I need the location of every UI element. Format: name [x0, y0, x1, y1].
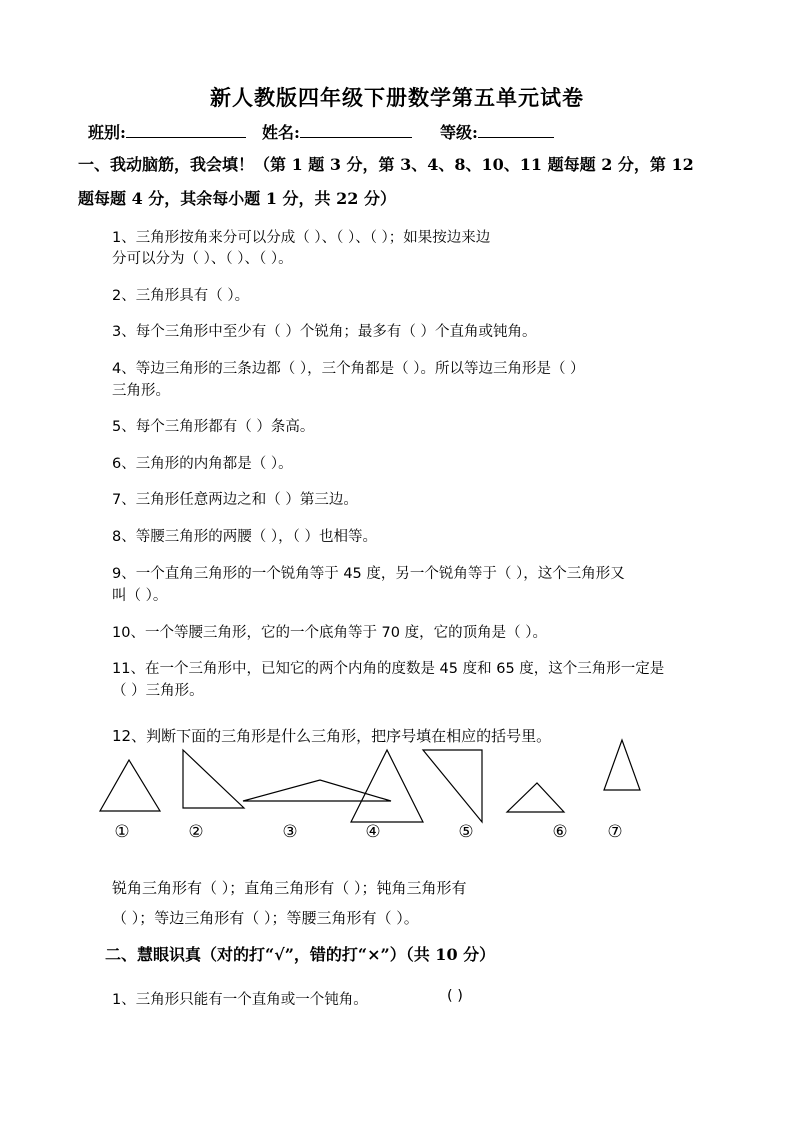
- page-title: 新人教版四年级下册数学第五单元试卷: [210, 85, 584, 110]
- triangle-2: [183, 750, 244, 808]
- question-1-cont: 分可以分为（ ）、（ ）、（ ）。: [112, 251, 293, 267]
- section2-answer-bracket[interactable]: ( ): [447, 988, 463, 1004]
- question-4: 4、等边三角形的三条边都（ ），三个角都是（ ）。所以等边三角形是（ ）: [112, 361, 585, 377]
- answer-line-2: （ ）；等边三角形有（ ）；等腰三角形有（ ）。: [112, 909, 419, 927]
- question-9-cont: 叫（ ）。: [112, 588, 168, 604]
- question-8: 8、等腰三角形的两腰（ ），（ ）也相等。: [112, 529, 377, 545]
- question-4-cont: 三角形。: [112, 383, 170, 399]
- triangle-1: [100, 760, 160, 811]
- question-3: 3、每个三角形中至少有（ ）个锐角；最多有（ ）个直角或钝角。: [112, 324, 537, 340]
- triangle-7: [604, 740, 640, 790]
- triangle-label-4: ④: [365, 822, 381, 842]
- section1-heading-cont: 题每题 4 分，其余每小题 1 分，共 22 分）: [78, 189, 396, 208]
- answer-line-1: 锐角三角形有（ ）；直角三角形有（ ）；钝角三角形有: [112, 879, 467, 897]
- section2-question-1: 1、三角形只能有一个直角或一个钝角。: [112, 992, 368, 1008]
- triangle-label-7: ⑦: [607, 822, 623, 842]
- triangle-label-1: ①: [114, 822, 130, 842]
- question-1: 1、三角形按角来分可以分成（ ）、（ ）、（ ）；如果按边来边: [112, 230, 491, 246]
- question-2: 2、三角形具有（ ）。: [112, 288, 250, 304]
- triangle-label-6: ⑥: [552, 822, 568, 842]
- triangle-5: [423, 750, 482, 822]
- question-12: 12、判断下面的三角形是什么三角形，把序号填在相应的括号里。: [112, 727, 552, 745]
- question-11-cont: （ ）三角形。: [112, 683, 204, 699]
- class-label: 班别:: [88, 123, 126, 142]
- question-7: 7、三角形任意两边之和（ ）第三边。: [112, 492, 358, 508]
- section1-heading: 一、我动脑筋，我会填！（第 1 题 3 分，第 3、4、8、10、11 题每题 2 分，第 12: [78, 155, 694, 174]
- question-11: 11、在一个三角形中，已知它的两个内角的度数是 45 度和 65 度，这个三角形一定是: [112, 661, 665, 677]
- section2-heading: 二、慧眼识真（对的打“√”，错的打“×”）（共 10 分）: [105, 945, 496, 964]
- triangle-6: [507, 783, 564, 812]
- grade-label: 等级:: [440, 123, 478, 142]
- triangle-label-2: ②: [188, 822, 204, 842]
- question-5: 5、每个三角形都有（ ）条高。: [112, 419, 315, 435]
- triangle-4: [351, 750, 423, 822]
- triangle-3: [243, 780, 391, 801]
- question-10: 10、一个等腰三角形，它的一个底角等于 70 度，它的顶角是（ ）。: [112, 625, 547, 641]
- triangle-label-5: ⑤: [458, 822, 474, 842]
- question-9: 9、一个直角三角形的一个锐角等于 45 度，另一个锐角等于（ ），这个三角形又: [112, 566, 625, 582]
- triangle-label-3: ③: [282, 822, 298, 842]
- question-6: 6、三角形的内角都是（ ）。: [112, 456, 293, 472]
- name-label: 姓名:: [262, 123, 300, 142]
